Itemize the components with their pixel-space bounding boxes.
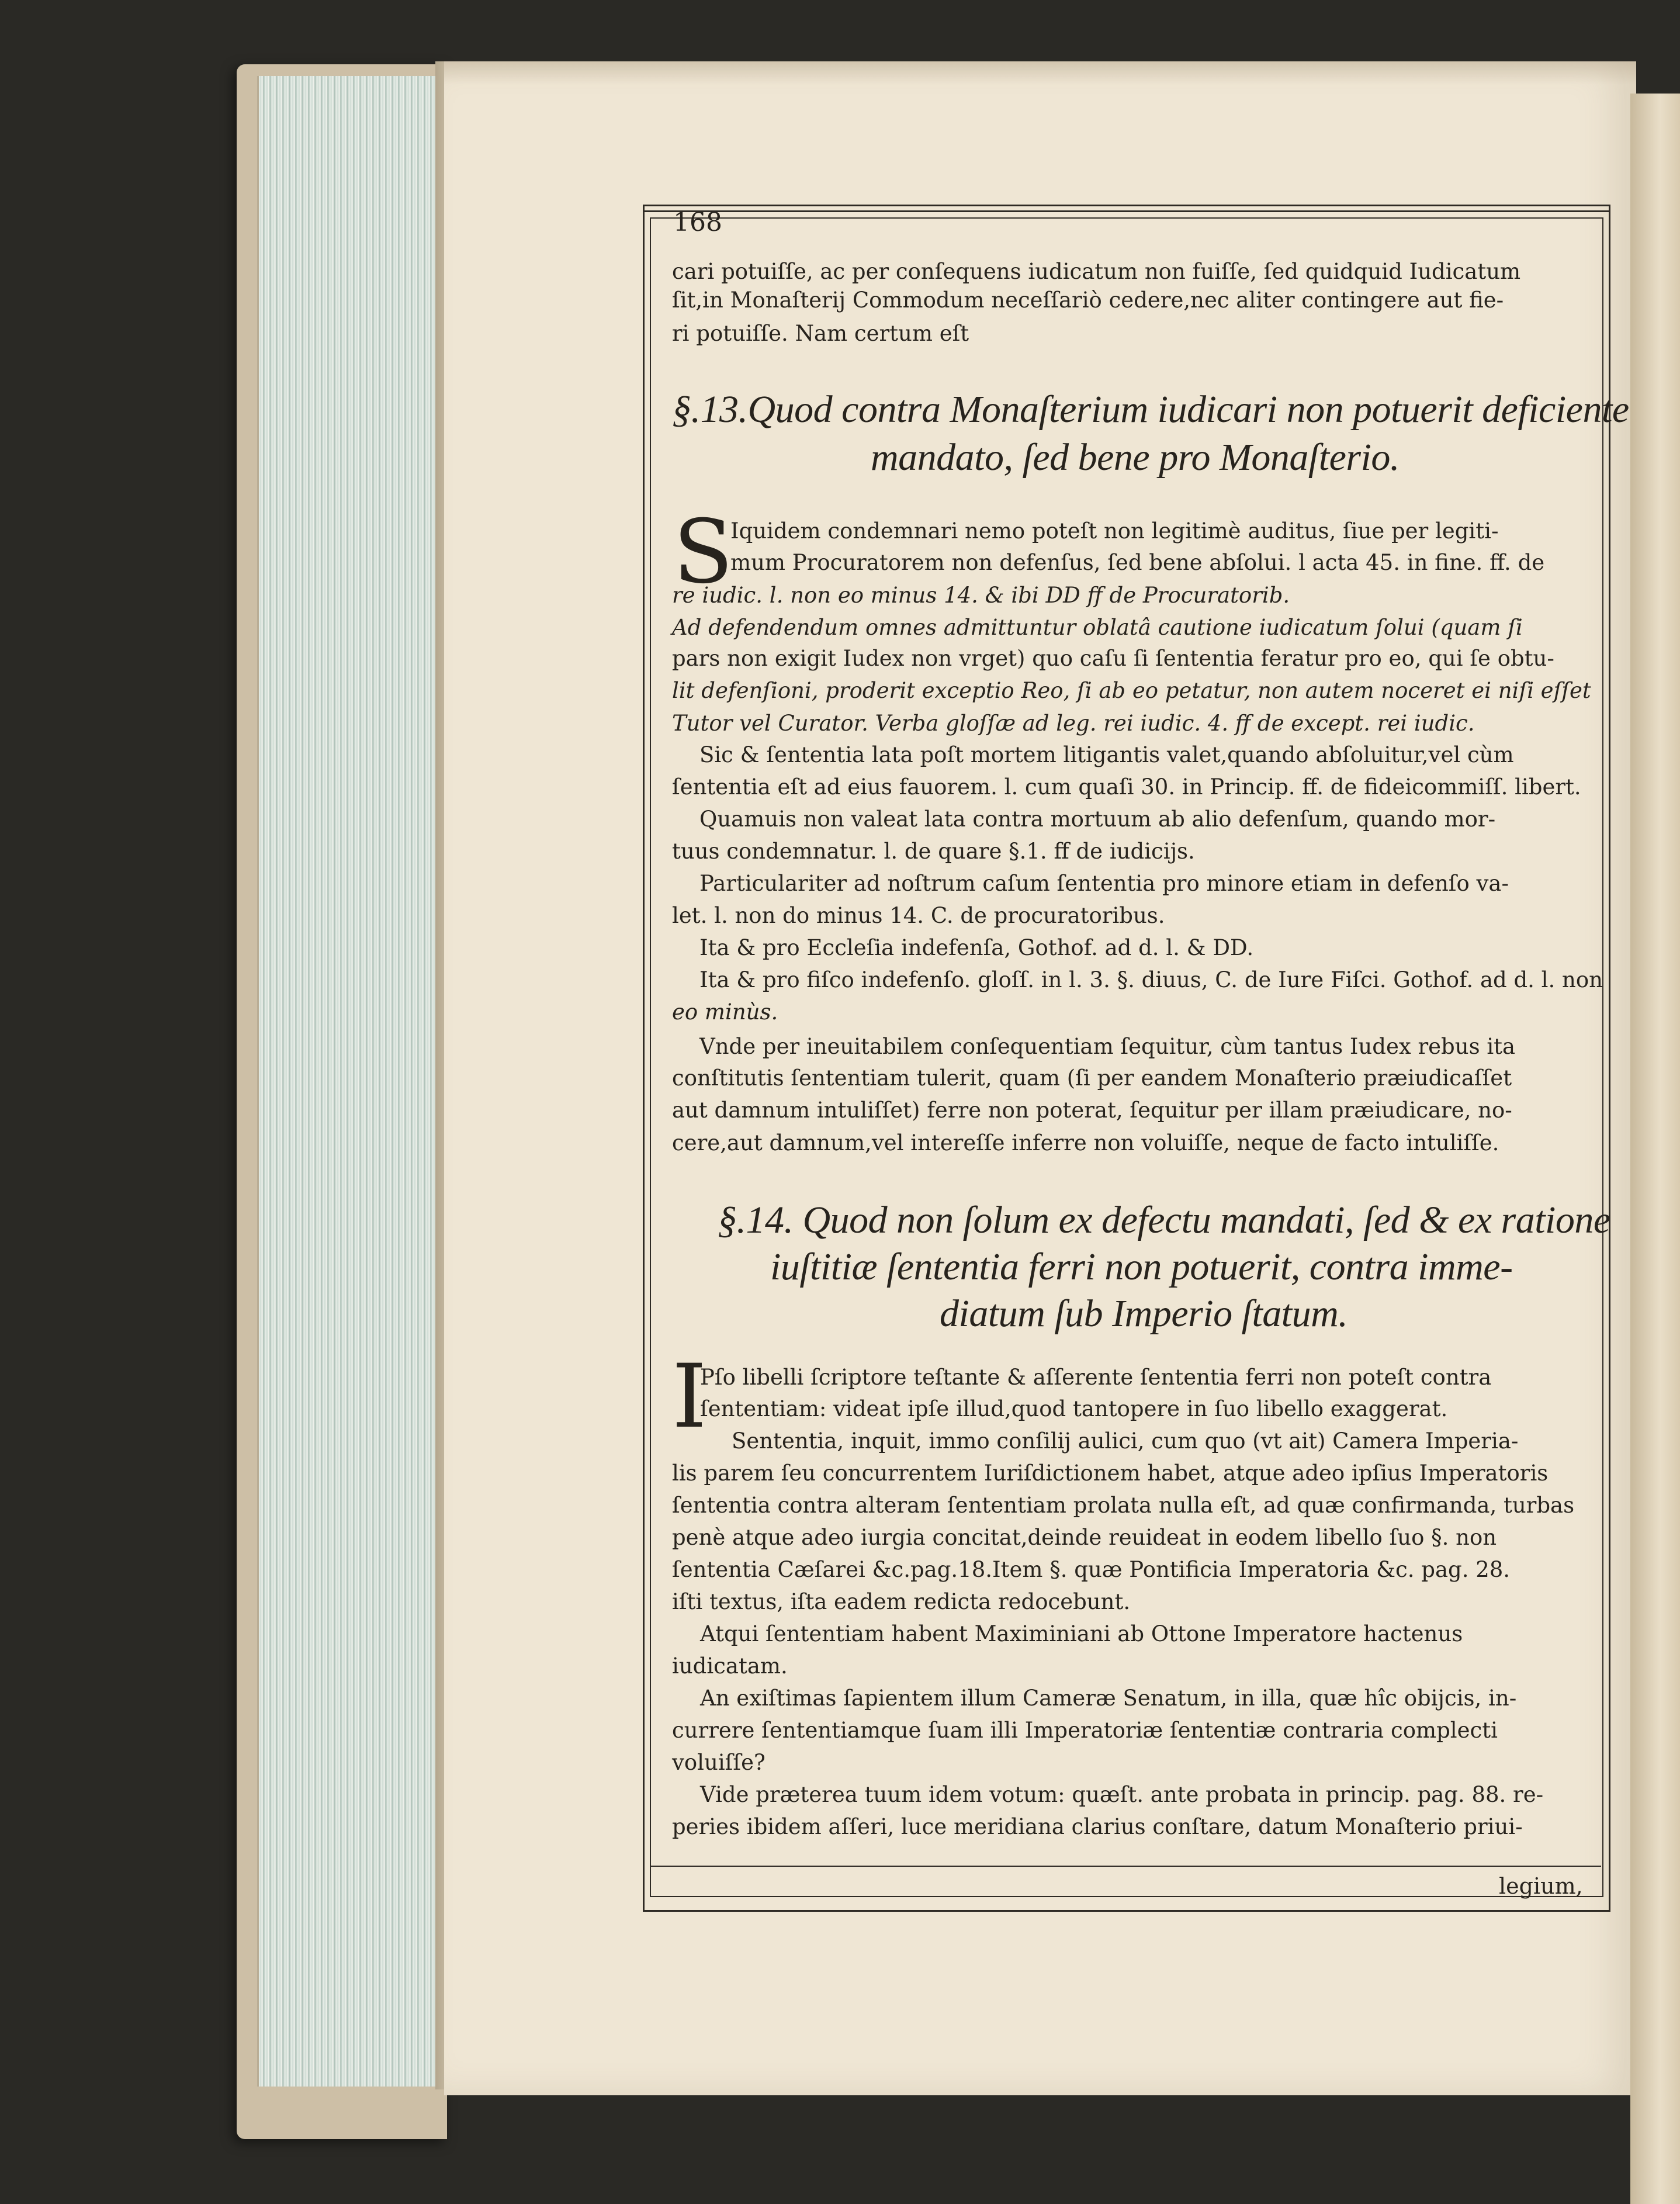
text-line: eo minùs. [672, 999, 778, 1025]
text-line: Pſo libelli ſcriptore teſtante & aſſerente ſententia ferri non poteſt contra [700, 1365, 1492, 1390]
text-line: Particulariter ad noſtrum caſum ſententia pro minore etiam in defenſo va- [699, 871, 1509, 896]
drop-cap: I [672, 1346, 707, 1448]
text-line: Vnde per ineuitabilem conſequentiam ſequitur, cùm tantus Iudex rebus ita [699, 1034, 1516, 1059]
footer-rule [650, 1866, 1601, 1867]
text-line: re iudic. l. non eo minus 14. & ibi DD ff de Procuratorib. [672, 583, 1290, 608]
text-line: Ad defendendum omnes admittuntur oblatâ cautione iudicatum ſolui (quam ſi [672, 615, 1523, 640]
catchword: legium, [1499, 1873, 1583, 1899]
text-line: iſti textus, iſta eadem redicta redocebunt. [672, 1589, 1131, 1614]
text-line: Vide præterea tuum idem votum: quæſt. ante probata in princip. pag. 88. re- [700, 1782, 1544, 1807]
text-line: Quamuis non valeat lata contra mortuum ab alio defenſum, quando mor- [699, 807, 1496, 832]
section-13-heading-line-1: §.13.Quod contra Monaſterium iudicari non potuerit deficiente [672, 388, 1629, 431]
section-13-heading-line-2: mandato, ſed bene pro Monaſterio. [871, 436, 1400, 479]
section-14-heading-line-1: §.14. Quod non ſolum ex defectu mandati, ſed & ex ratione [718, 1199, 1610, 1241]
text-line: aut damnum intuliſſet) ferre non poterat, ſequitur per illam præiudicare, no- [672, 1098, 1512, 1123]
text-line: tuus condemnatur. l. de quare §.1. ff de iudicijs. [672, 839, 1195, 864]
text-line: conſtitutis ſententiam tulerit, quam (ſi per eandem Monaſterio præiudicaſſet [672, 1065, 1512, 1091]
section-14-heading-line-3: diatum ſub Imperio ſtatum. [940, 1292, 1348, 1335]
facing-page-edge [1630, 94, 1680, 2204]
text-line: peries ibidem aſſeri, luce meridiana clarius conſtare, datum Monaſterio priui- [672, 1814, 1523, 1839]
page-number: 168 [673, 207, 722, 237]
text-line: pars non exigit Iudex non vrget) quo caſu ſi ſententia feratur pro eo, qui ſe obtu- [672, 646, 1554, 671]
text-line: lit defenſioni, proderit exceptio Reo, ſi ab eo petatur, non autem noceret ei niſi eſſet [672, 678, 1591, 703]
text-line: Iquidem condemnari nemo poteſt non legitimè auditus, ſiue per legiti- [730, 518, 1499, 544]
text-line: voluiſſe? [672, 1750, 765, 1775]
text-line: lis parem ſeu concurrentem Iuriſdictionem habet, atque adeo ipſius Imperatoris [672, 1461, 1549, 1486]
text-line: currere ſententiamque ſuam illi Imperatoriæ ſententiæ contraria complecti [672, 1718, 1498, 1743]
text-line: An exiſtimas ſapientem illum Cameræ Senatum, in illa, quæ hîc obijcis, in- [700, 1686, 1517, 1711]
text-line: iudicatam. [672, 1653, 788, 1679]
text-line: ſententia eſt ad eius fauorem. l. cum quaſi 30. in Princip. ff. de fideicommiſſ. libert. [672, 774, 1581, 800]
section-14-heading-line-2: iuſtitiæ ſententia ferri non potuerit, contra imme- [770, 1245, 1513, 1288]
text-line: cere,aut damnum,vel intereſſe inferre non voluiſſe, neque de facto intuliſſe. [672, 1130, 1499, 1155]
text-line: Ita & pro fiſco indefenſo. gloſſ. in l. 3. §. diuus, C. de Iure Fiſci. Gothof. ad d. l. non [699, 967, 1603, 992]
text-line: Atqui ſententiam habent Maximiniani ab Ottone Imperatore hactenus [700, 1621, 1463, 1646]
text-line: ſententia contra alteram ſententiam prolata nulla eſt, ad quæ confirmanda, turbas [672, 1493, 1575, 1518]
text-line: let. l. non do minus 14. C. de procuratoribus. [672, 903, 1165, 928]
text-line: cari potuiſſe, ac per conſequens iudicatum non fuiſſe, ſed quidquid Iudicatum [672, 259, 1521, 284]
text-line: Sic & ſententia lata poſt mortem litigantis valet,quando abſoluitur,vel cùm [699, 742, 1514, 767]
text-line: ri potuiſſe. Nam certum eſt [672, 321, 969, 346]
text-line: Ita & pro Eccleſia indefenſa, Gothof. ad d. l. & DD. [699, 935, 1254, 960]
text-line: ſententia Cæſarei &c.pag.18.Item §. quæ Pontificia Imperatoria &c. pag. 28. [672, 1557, 1511, 1582]
text-line: ſit,in Monaſterij Commodum neceſſariò cedere,nec aliter contingere aut fie- [672, 288, 1504, 313]
text-line: ſententiam: videat ipſe illud,quod tantopere in ſuo libello exaggerat. [700, 1396, 1448, 1421]
page-edges [257, 76, 440, 2087]
text-line: mum Procuratorem non defenſus, ſed bene abſolui. l acta 45. in fine. ff. de [730, 550, 1545, 575]
text-line: Tutor vel Curator. Verba gloſſæ ad leg. rei iudic. 4. ff de except. rei iudic. [672, 711, 1475, 736]
text-line: penè atque adeo iurgia concitat,deinde reuideat in eodem libello ſuo §. non [672, 1525, 1497, 1550]
drop-cap: S [673, 501, 733, 603]
text-line: Sententia, inquit, immo conſilij aulici, cum quo (vt ait) Camera Imperia- [732, 1428, 1519, 1454]
page-top-shadow [444, 61, 1636, 85]
